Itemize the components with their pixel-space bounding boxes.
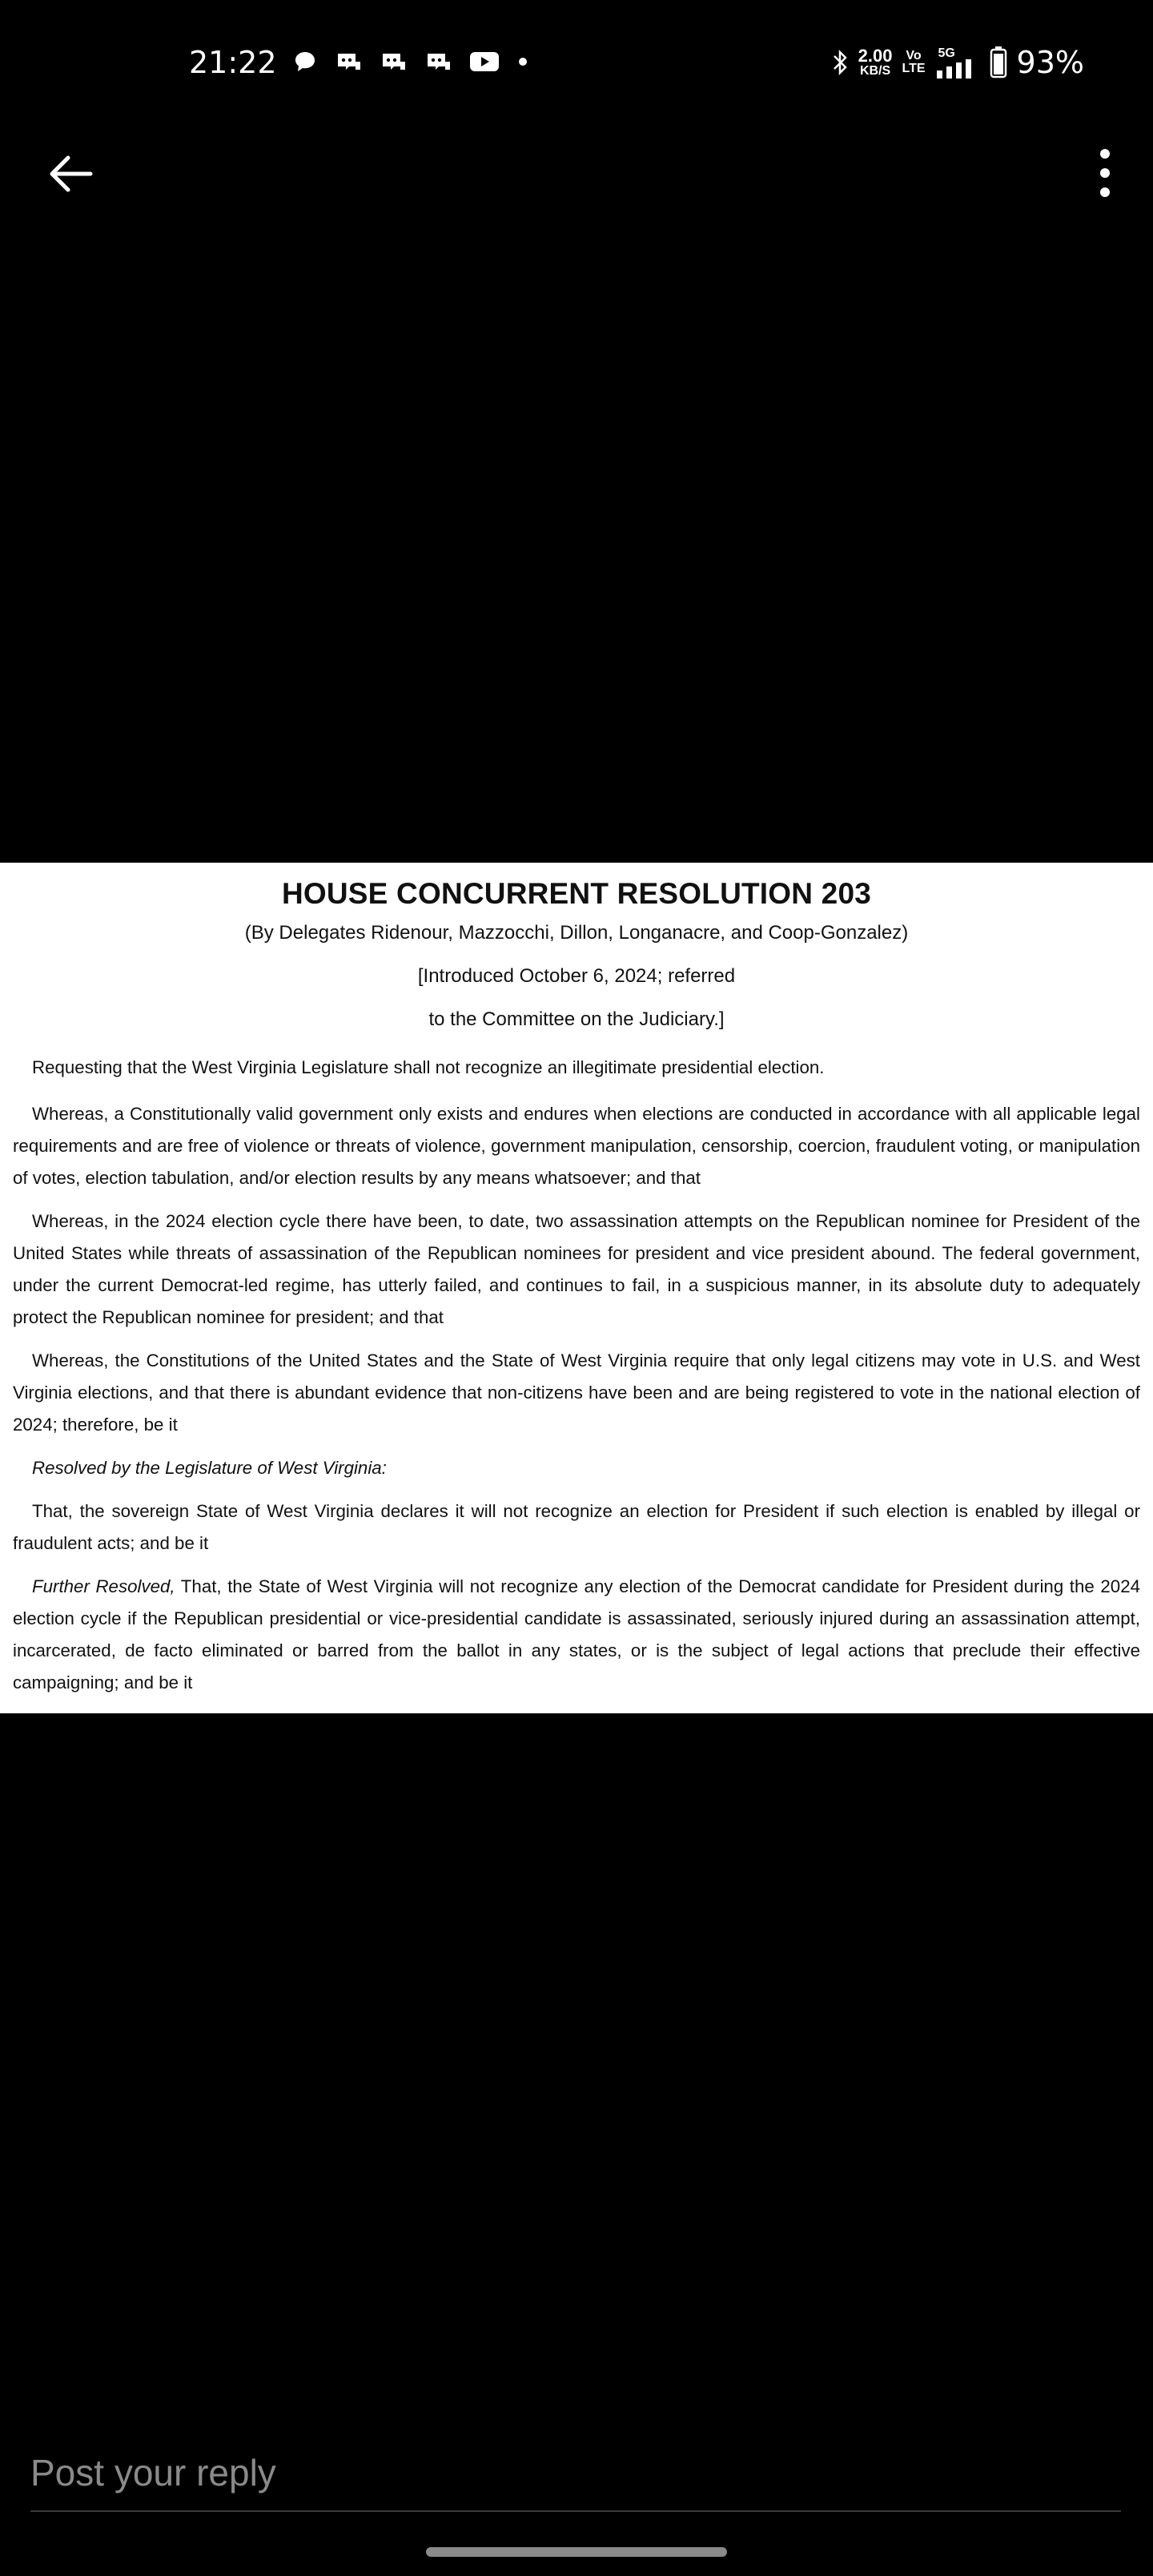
- doc-whereas-1: Whereas, a Constitutionally valid government only exists and endures when elections are conducted in accordance with all applicable legal requirements and are free of violence or threats of violence, government manipulation, censorship, coercion, fraudulent voting, or manipulation of votes, election tabulation, and/or election results by any means whatsoever; and that: [13, 1104, 1140, 1188]
- more-dot-icon: [517, 56, 528, 67]
- net-speed: [858, 47, 893, 78]
- arrow-left-icon: [46, 154, 94, 194]
- youtube-icon: [469, 50, 500, 73]
- more-options-button[interactable]: [1089, 143, 1121, 203]
- doc-further-resolved: [13, 1571, 1140, 1699]
- app-bar: [0, 136, 1153, 208]
- chat-bubble-icon: [293, 50, 317, 74]
- battery-icon: [990, 46, 1007, 78]
- doc-resolved-text: That, the sovereign State of West Virginia declares it will not recognize an election for President if such election is enabled by illegal or fraudulent acts; and be it: [13, 1501, 1140, 1553]
- signal-icon: [935, 59, 980, 78]
- reply-input[interactable]: Post your reply: [30, 2435, 1121, 2512]
- doc-whereas-2: Whereas, in the 2024 election cycle there have been, to date, two assassination attempts on the Republican nominee for President of the United States while threats of assassination of the Republican nominees for president and vice president abound. The federal government, under the current Democrat-led regime, has utterly failed, and continues to fail, in a suspicious manner, in its absolute duty to adequately protect the Republican nominee for president; and that: [13, 1211, 1140, 1327]
- status-time: 21:22: [189, 45, 277, 80]
- doc-whereas-3: Whereas, the Constitutions of the United States and the State of West Virginia require that only legal citizens may vote in U.S. and West Virginia elections, and that there is abundant evidence that non-citizens have been and are being registered to vote in the national election of 2024; therefore, be it: [13, 1350, 1140, 1435]
- reply-bar: [0, 2435, 1153, 2515]
- bluetooth-icon: [831, 49, 849, 76]
- battery-percent: 93%: [1016, 45, 1084, 80]
- volte-top: Vo: [906, 49, 922, 62]
- doc-further-label: Further Resolved,: [32, 1576, 175, 1596]
- home-indicator[interactable]: [426, 2547, 727, 2557]
- volte-indicator: [902, 50, 926, 75]
- volte-bottom: LTE: [902, 62, 926, 75]
- doc-introduced-line1: [Introduced October 6, 2024; referred: [417, 965, 736, 987]
- doc-resolved-heading: Resolved by the Legislature of West Virginia:: [32, 1458, 387, 1478]
- more-vertical-icon: [1099, 147, 1111, 199]
- back-button[interactable]: [42, 146, 98, 202]
- doc-further-text: That, the State of West Virginia will not recognize any election of the Democrat candidate for President during the 2024 election cycle if the Republican presidential or vice-presidential candidate is assassinated, seriously injured during an assassination attempt, incarcerated, de facto eliminated or barred from the ballot in any states, or is the subject of legal actions that preclude their effective campaigning; and be it: [13, 1576, 1140, 1693]
- doc-title: HOUSE CONCURRENT RESOLUTION 203: [281, 877, 871, 910]
- notification-icons: [293, 50, 528, 74]
- doc-requesting: Requesting that the West Virginia Legislature shall not recognize an illegitimate presidential election.: [32, 1057, 825, 1077]
- discord-icon: [424, 50, 452, 73]
- net-speed-value: 2.00: [858, 46, 893, 66]
- status-bar: [0, 0, 1153, 128]
- document-image[interactable]: [0, 863, 1153, 1713]
- doc-introduced-line2: to the Committee on the Judiciary.]: [428, 1008, 725, 1030]
- network-type: 5G: [938, 46, 955, 60]
- discord-icon: [380, 50, 407, 73]
- signal-indicator: [935, 46, 980, 78]
- discord-icon: [335, 50, 362, 73]
- doc-sponsors: (By Delegates Ridenour, Mazzocchi, Dillon, Longanacre, and Coop-Gonzalez): [244, 922, 909, 944]
- status-right: [831, 45, 1084, 80]
- net-speed-unit: KB/S: [859, 64, 891, 78]
